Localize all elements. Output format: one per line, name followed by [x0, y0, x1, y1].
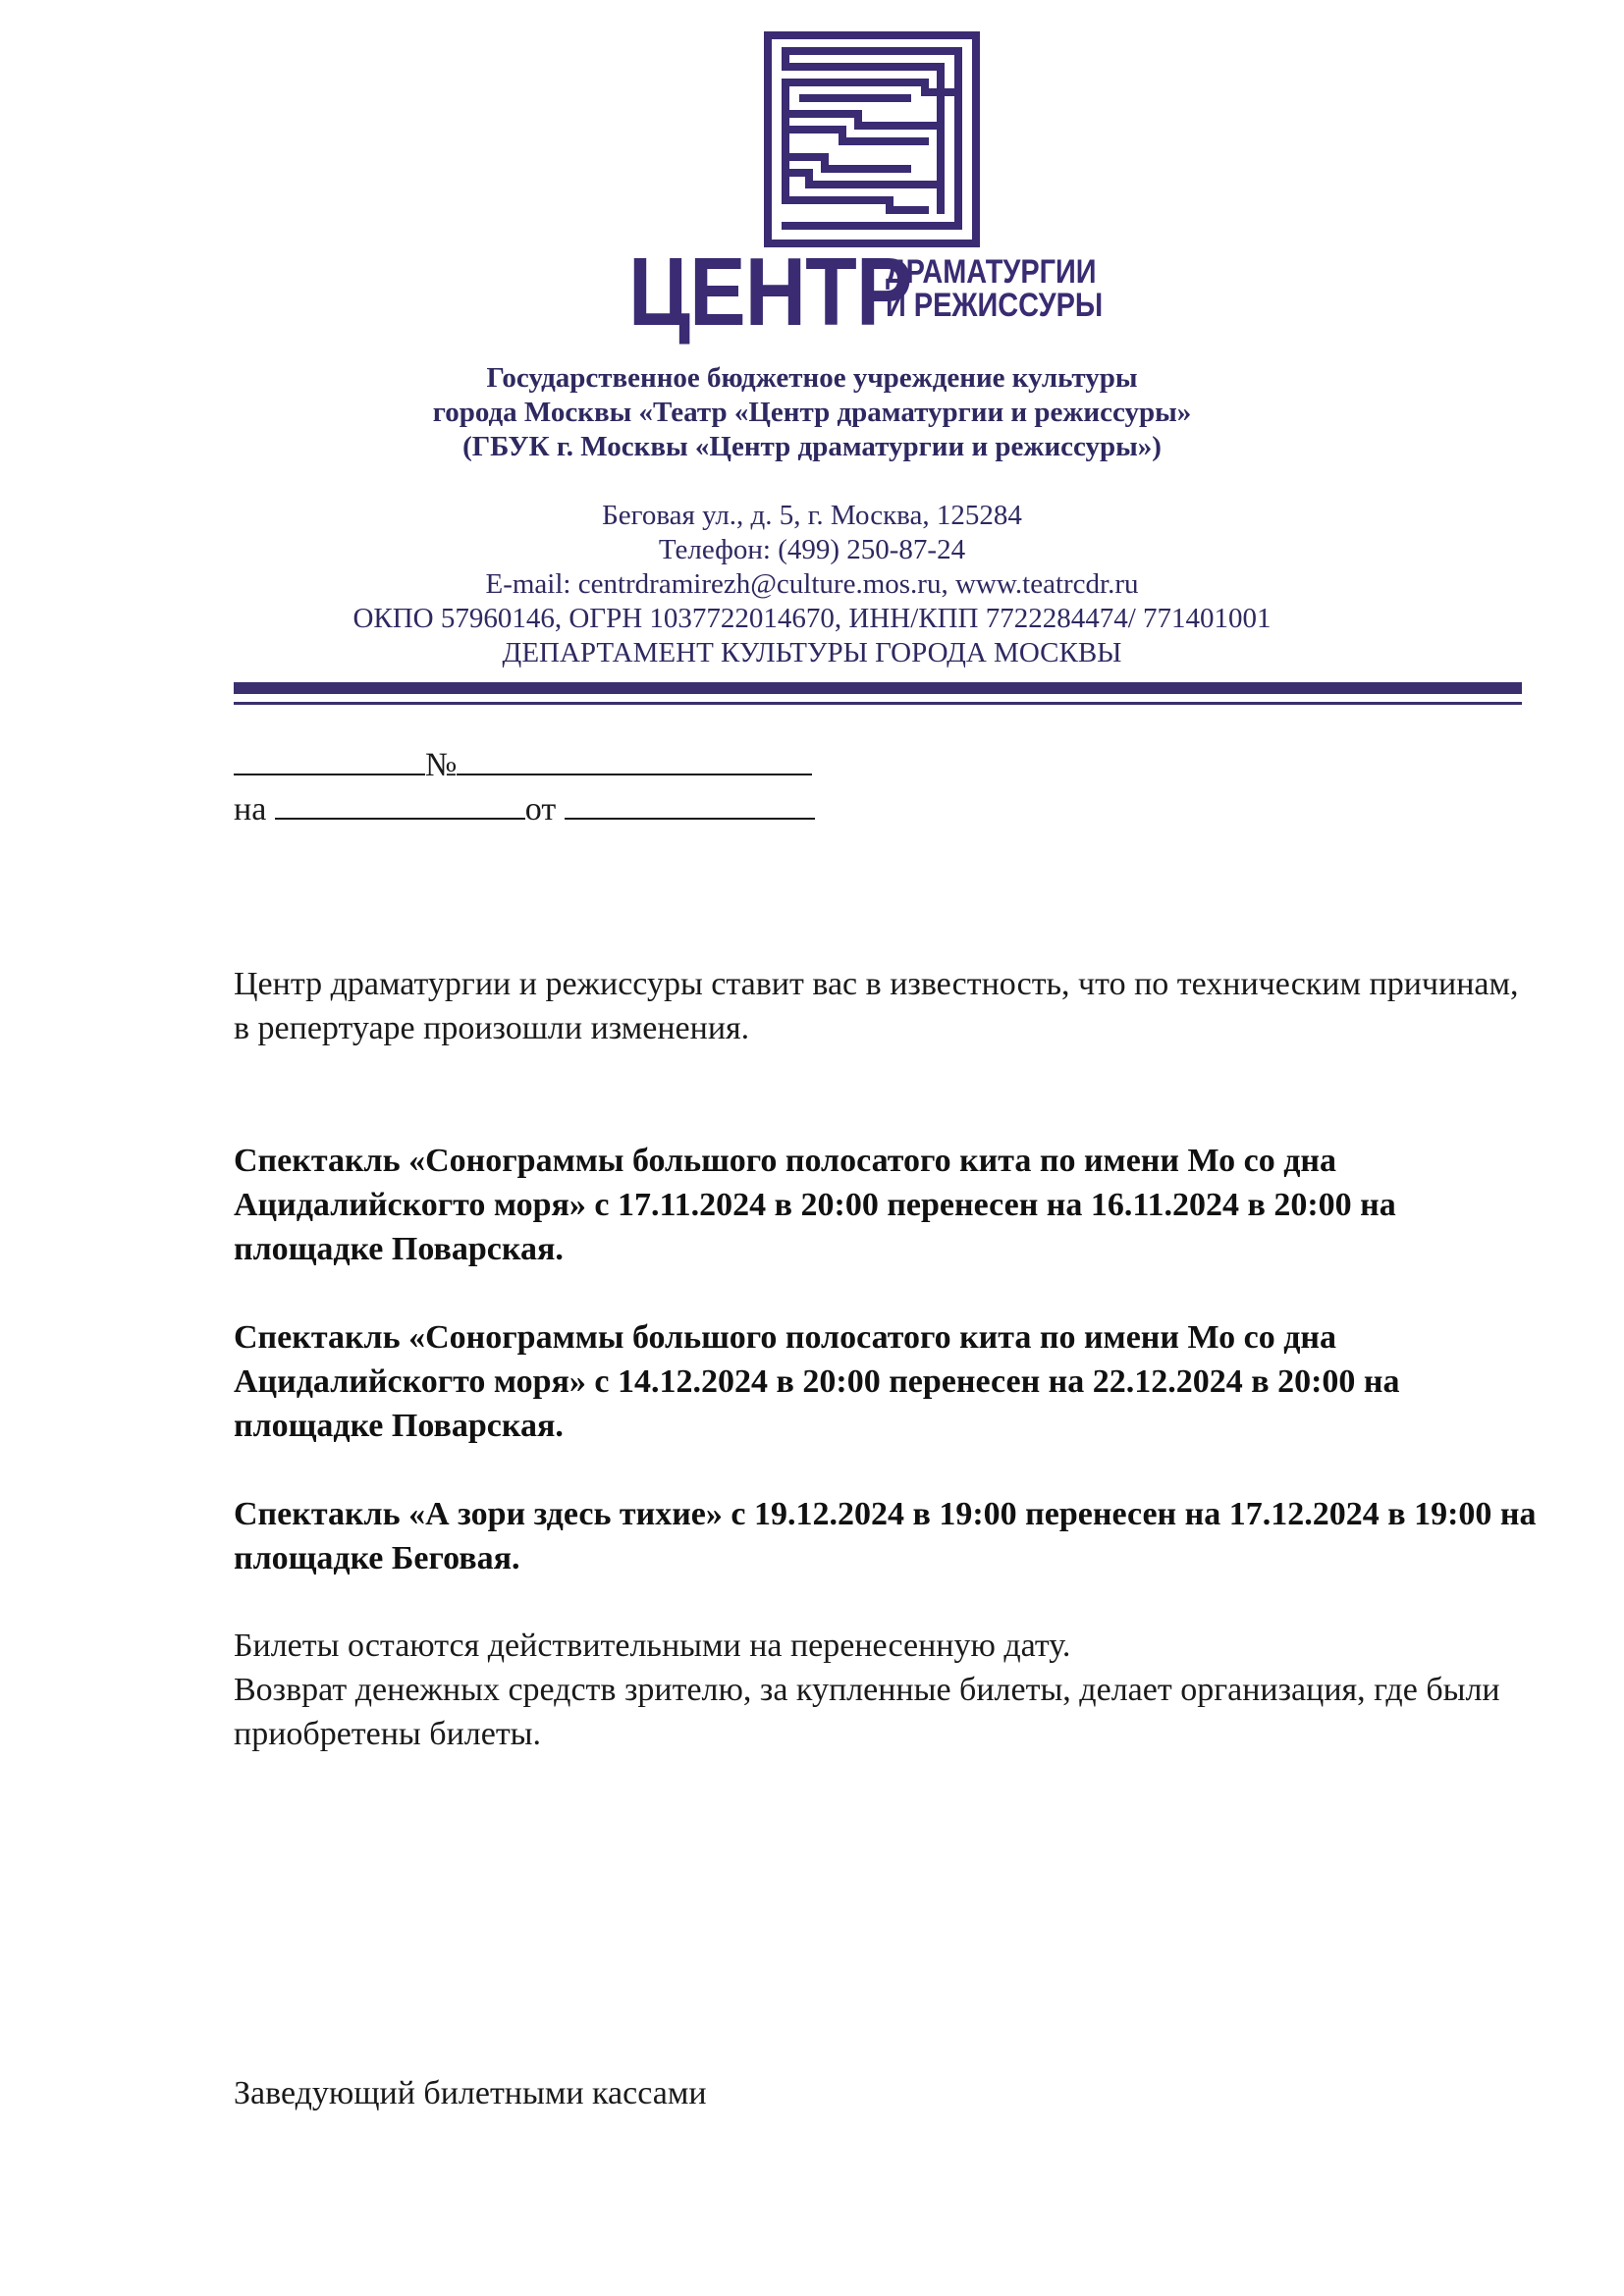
refund-note: Возврат денежных средств зрителю, за купленные билеты, делает организация, где были приобретены билеты. — [234, 1672, 1500, 1752]
schedule-change-2: Спектакль «Сонограммы большого полосатого кита по имени Мо со дна Ацидалийскогто моря» с 14.12.2024 в 20:00 перенесен на 22.12.2024 в 20:00 на площадке Поварская. — [234, 1319, 1400, 1444]
header-divider-thin — [234, 702, 1522, 705]
organization-name — [0, 361, 1624, 464]
number-blank — [457, 744, 812, 775]
reference-line — [234, 788, 815, 829]
from-label: от — [524, 791, 557, 828]
header-divider-thick — [234, 682, 1522, 694]
organization-logo — [628, 27, 1119, 346]
date-blank — [234, 744, 425, 775]
outgoing-number-line — [234, 744, 812, 785]
schedule-change-3: Спектакль «А зори здесь тихие» с 19.12.2024 в 19:00 перенесен на 17.12.2024 в 19:00 на площадке Беговая. — [234, 1496, 1537, 1576]
logo-subtitle — [886, 255, 1103, 322]
logo-wordmark: ЦЕНТР — [628, 238, 912, 346]
signature-title: Заведующий билетными кассами — [234, 2075, 707, 2111]
reference-date-blank — [565, 788, 815, 820]
logo-subtitle-line2: И РЕЖИССУРЫ — [886, 287, 1104, 324]
address: Беговая ул., д. 5, г. Москва, 125284 — [602, 500, 1022, 531]
tickets-valid-note: Билеты остаются действительными на перенесенную дату. — [234, 1628, 1071, 1664]
logo-subtitle-line1: ДРАМАТУРГИИ — [886, 253, 1097, 291]
schedule-change-1: Спектакль «Сонограммы большого полосатого кита по имени Мо со дна Ацидалийскогто моря» с 17.11.2024 в 20:00 перенесен на 16.11.2024 в 20:00 на площадке Поварская. — [234, 1143, 1396, 1267]
org-line-1: Государственное бюджетное учреждение культуры — [486, 362, 1138, 394]
maze-logo-icon — [764, 31, 980, 247]
department: ДЕПАРТАМЕНТ КУЛЬТУРЫ ГОРОДА МОСКВЫ — [502, 637, 1122, 668]
registry-codes: ОКПО 57960146, ОГРН 1037722014670, ИНН/КПП 7722284474/ 771401001 — [352, 603, 1272, 634]
number-sign: № — [425, 747, 458, 783]
contact-details — [0, 499, 1624, 670]
reference-number-blank — [275, 788, 525, 820]
email-website: E-mail: centrdramirezh@culture.mos.ru, www.teatrcdr.ru — [485, 568, 1139, 600]
org-line-3: (ГБУК г. Москвы «Центр драматургии и режиссуры») — [462, 431, 1162, 462]
phone: Телефон: (499) 250-87-24 — [658, 534, 966, 565]
org-line-2: города Москвы «Театр «Центр драматургии и режиссуры» — [432, 397, 1192, 428]
intro-paragraph: Центр драматургии и режиссуры ставит вас в известность, что по техническим причинам, в репертуаре произошли изменения. — [234, 966, 1519, 1046]
on-label: на — [234, 791, 267, 828]
